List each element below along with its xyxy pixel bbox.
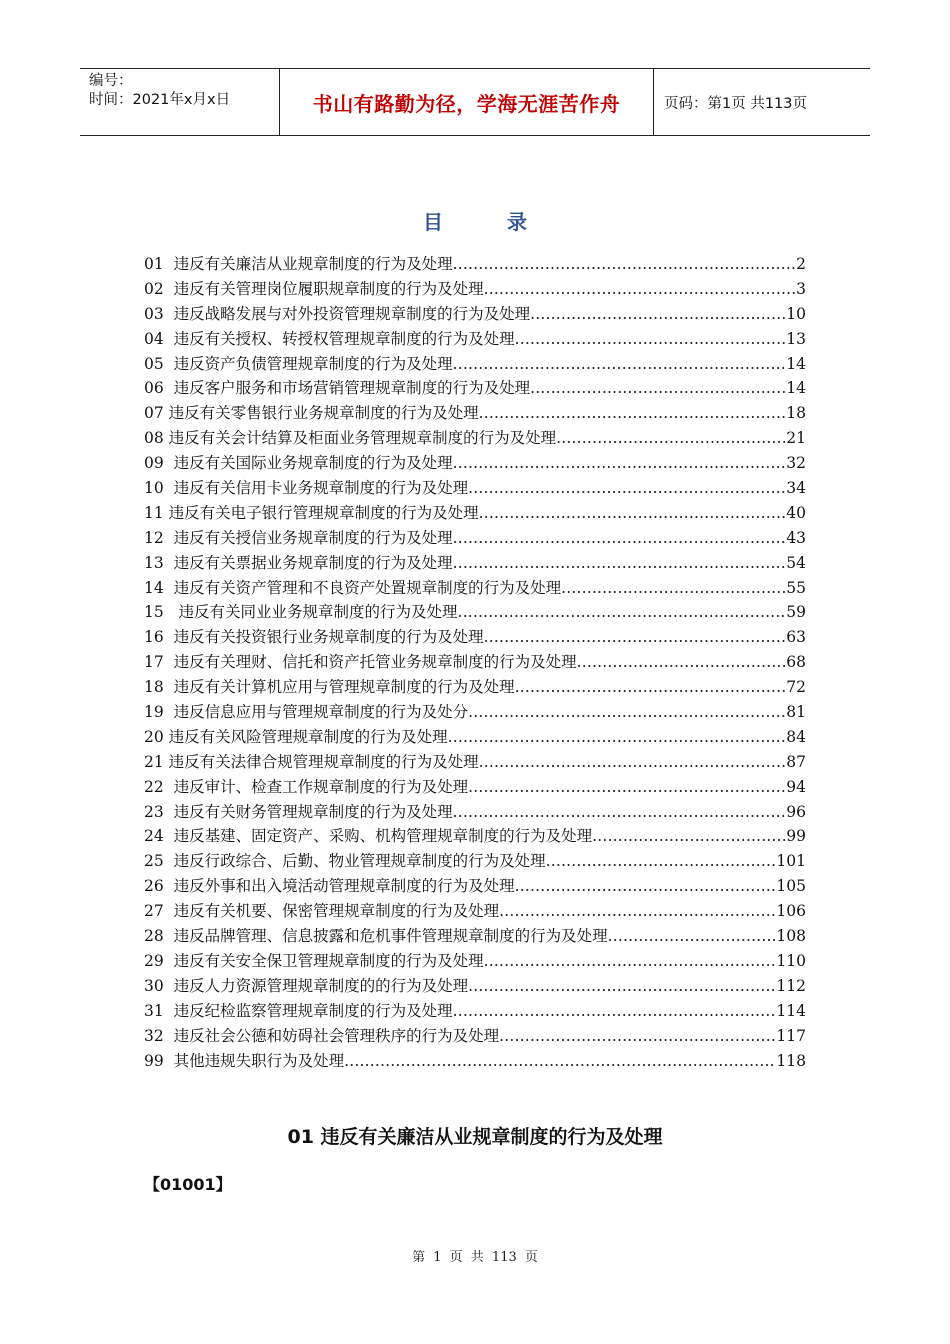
toc-dot-leader xyxy=(479,753,786,771)
toc-entry[interactable] xyxy=(144,476,806,501)
toc-dot-leader xyxy=(453,255,796,273)
toc-entry[interactable] xyxy=(144,551,806,576)
toc-entry[interactable] xyxy=(144,252,806,277)
toc-entry-page: 105 xyxy=(776,877,806,896)
toc-entry-page: 2 xyxy=(796,255,806,273)
page-footer: 第 1 页 共 113 页 xyxy=(412,1250,538,1265)
toc-entry-number: 02 xyxy=(144,279,174,298)
toc-entry-page: 32 xyxy=(786,454,806,473)
toc-entry-number: 21 xyxy=(144,752,169,771)
toc-entry-number: 30 xyxy=(144,976,174,995)
toc-entry-page: 101 xyxy=(776,852,806,871)
header-motto: 书山有路勤为径，学海无涯苦作舟 xyxy=(280,69,654,135)
toc-dot-leader xyxy=(453,554,786,572)
toc-title-char: 目 xyxy=(423,210,443,234)
toc-entry[interactable] xyxy=(144,302,806,327)
toc-entry-number: 28 xyxy=(144,927,174,946)
toc-entry-page: 81 xyxy=(786,703,806,722)
toc-entry-number: 07 xyxy=(144,404,169,423)
toc-entry-page: 59 xyxy=(786,603,806,622)
toc-dot-leader xyxy=(515,877,776,895)
toc-dot-leader xyxy=(453,454,786,472)
toc-entry-page: 118 xyxy=(776,1051,806,1070)
toc-entry-title: 违反有关机要、保密管理规章制度的行为及处理 xyxy=(173,902,500,921)
toc-entry[interactable] xyxy=(144,650,806,675)
toc-entry-title: 违反有关票据业务规章制度的行为及处理 xyxy=(173,553,453,572)
toc-entry-number: 04 xyxy=(144,329,174,348)
toc-entry-number: 27 xyxy=(144,902,174,921)
toc-entry-title: 违反有关安全保卫管理规章制度的行为及处理 xyxy=(173,951,484,970)
toc-entry-title: 违反有关授权、转授权管理规章制度的行为及处理 xyxy=(173,329,515,348)
toc-entry-page: 99 xyxy=(786,827,806,846)
toc-entry-page: 68 xyxy=(786,653,806,672)
toc-dot-leader xyxy=(468,703,785,721)
toc-entry-page: 87 xyxy=(786,752,806,771)
toc-entry-page: 34 xyxy=(786,479,806,498)
toc-dot-leader xyxy=(608,927,776,945)
toc-entry-page: 106 xyxy=(776,902,806,921)
toc-entry-title: 违反人力资源管理规章制度的的行为及处理 xyxy=(173,976,469,995)
section-heading: 01 违反有关廉洁从业规章制度的行为及处理 xyxy=(287,1126,663,1148)
toc-entry[interactable] xyxy=(144,501,806,526)
toc-entry[interactable] xyxy=(144,800,806,825)
toc-entry-number: 29 xyxy=(144,951,174,970)
toc-entry-page: 18 xyxy=(786,404,806,423)
toc-entry-page: 3 xyxy=(796,279,806,298)
toc-entry-number: 06 xyxy=(144,379,174,398)
toc-entry-number: 20 xyxy=(144,727,169,746)
toc-entry-number: 16 xyxy=(144,628,174,647)
toc-entry-title: 违反有关法律合规管理规章制度的行为及处理 xyxy=(168,752,479,771)
toc-entry-title: 违反审计、检查工作规章制度的行为及处理 xyxy=(173,777,469,796)
toc-entry-number: 10 xyxy=(144,479,174,498)
toc-entry-page: 63 xyxy=(786,628,806,647)
toc-entry[interactable] xyxy=(144,874,806,899)
toc-entry-page: 94 xyxy=(786,777,806,796)
toc-entry-page: 112 xyxy=(776,976,806,995)
toc-entry[interactable] xyxy=(144,750,806,775)
toc-title xyxy=(0,206,950,235)
page-header xyxy=(80,68,870,136)
toc-entry-page: 55 xyxy=(786,578,806,597)
toc-entry-page: 43 xyxy=(786,528,806,547)
toc-entry[interactable] xyxy=(144,451,806,476)
toc-entry-number: 24 xyxy=(144,827,174,846)
toc-entry[interactable] xyxy=(144,1024,806,1049)
toc-entry-title: 其他违规失职行为及处理 xyxy=(173,1051,345,1070)
toc-entry[interactable] xyxy=(144,899,806,924)
toc-dot-leader xyxy=(546,852,776,870)
clause-reference: 【01001】 xyxy=(144,1175,232,1194)
toc-entry[interactable] xyxy=(144,277,806,302)
toc-entry-title: 违反有关廉洁从业规章制度的行为及处理 xyxy=(173,255,453,273)
toc-entry-page: 72 xyxy=(786,678,806,697)
toc-entry-title: 违反战略发展与对外投资管理规章制度的行为及处理 xyxy=(173,304,531,323)
toc-dot-leader xyxy=(499,902,775,920)
toc-entry-title: 违反行政综合、后勤、物业管理规章制度的行为及处理 xyxy=(173,852,546,871)
toc-entry[interactable] xyxy=(144,426,806,451)
toc-entry[interactable] xyxy=(144,401,806,426)
toc-dot-leader xyxy=(556,429,785,447)
toc-entry-title: 违反有关计算机应用与管理规章制度的行为及处理 xyxy=(173,678,515,697)
toc-entry-page: 14 xyxy=(786,379,806,398)
toc-entry-page: 114 xyxy=(776,1001,806,1020)
toc-dot-leader xyxy=(499,1027,775,1045)
toc-dot-leader xyxy=(453,803,786,821)
toc-dot-leader xyxy=(468,479,785,497)
toc-dot-leader xyxy=(561,579,785,597)
toc-entry-number: 23 xyxy=(144,802,174,821)
toc-entry[interactable] xyxy=(144,376,806,401)
toc-entry-number: 19 xyxy=(144,703,174,722)
toc-entry-number: 26 xyxy=(144,877,174,896)
toc-entry[interactable] xyxy=(144,352,806,377)
toc-entry-page: 13 xyxy=(786,329,806,348)
toc-entry-title: 违反基建、固定资产、采购、机构管理规章制度的行为及处理 xyxy=(173,827,593,846)
toc-entry-number: 31 xyxy=(144,1001,174,1020)
toc-entry-number: 25 xyxy=(144,852,174,871)
toc-entry[interactable] xyxy=(144,625,806,650)
toc-title-char: 录 xyxy=(507,210,527,234)
toc-entry-page: 84 xyxy=(786,727,806,746)
toc-entry-number: 14 xyxy=(144,578,174,597)
toc-entry-number: 99 xyxy=(144,1051,174,1070)
toc-entry[interactable] xyxy=(144,824,806,849)
toc-entry[interactable] xyxy=(144,700,806,725)
toc-entry-title: 违反社会公德和妨碍社会管理秩序的行为及处理 xyxy=(173,1026,500,1045)
toc-entry[interactable] xyxy=(144,999,806,1024)
toc-dot-leader xyxy=(448,728,786,746)
document-date: 时间：2021年x月x日 xyxy=(89,92,231,108)
toc-dot-leader xyxy=(484,628,786,646)
toc-entry-number: 13 xyxy=(144,553,174,572)
toc-entry-title: 违反有关电子银行管理规章制度的行为及处理 xyxy=(168,503,479,522)
toc-entry[interactable] xyxy=(144,600,806,625)
toc-dot-leader xyxy=(530,305,785,323)
toc-entry-title: 违反有关资产管理和不良资产处置规章制度的行为及处理 xyxy=(173,578,562,597)
toc-entry-title: 违反有关风险管理规章制度的行为及处理 xyxy=(168,727,448,746)
toc-entry-number: 03 xyxy=(144,304,174,323)
toc-entry[interactable] xyxy=(144,1049,806,1074)
toc-entry-title: 违反有关管理岗位履职规章制度的行为及处理 xyxy=(173,279,484,298)
toc-entry-page: 108 xyxy=(776,927,806,946)
toc-entry[interactable] xyxy=(144,949,806,974)
toc-dot-leader xyxy=(515,678,786,696)
toc-entry[interactable] xyxy=(144,849,806,874)
toc-entry-number: 18 xyxy=(144,678,174,697)
toc-dot-leader xyxy=(479,404,786,422)
toc-dot-leader xyxy=(484,280,796,298)
toc-entry-number: 12 xyxy=(144,528,174,547)
toc-entry[interactable] xyxy=(144,725,806,750)
toc-dot-leader xyxy=(453,529,786,547)
toc-dot-leader xyxy=(479,504,786,522)
toc-entry-title: 违反资产负债管理规章制度的行为及处理 xyxy=(173,354,453,373)
toc-entry[interactable] xyxy=(144,526,806,551)
toc-entry-title: 违反有关会计结算及柜面业务管理规章制度的行为及处理 xyxy=(168,429,557,448)
document-number-label: 编号： xyxy=(89,73,133,89)
toc-entry-number: 09 xyxy=(144,454,174,473)
toc-dot-leader xyxy=(344,1052,775,1070)
toc-entry-title: 违反客户服务和市场营销管理规章制度的行为及处理 xyxy=(173,379,531,398)
toc-entry-title: 违反品牌管理、信息披露和危机事件管理规章制度的行为及处理 xyxy=(173,927,608,946)
toc-entry-page: 117 xyxy=(776,1026,806,1045)
toc-dot-leader xyxy=(577,653,786,671)
toc-entry-title: 违反有关零售银行业务规章制度的行为及处理 xyxy=(168,404,479,423)
toc-entry-number: 32 xyxy=(144,1026,174,1045)
toc-entry-page: 110 xyxy=(776,951,806,970)
toc-dot-leader xyxy=(592,827,785,845)
toc-dot-leader xyxy=(484,952,776,970)
toc-entry[interactable] xyxy=(144,576,806,601)
toc-entry-page: 54 xyxy=(786,553,806,572)
toc-entry-title: 违反有关国际业务规章制度的行为及处理 xyxy=(173,454,453,473)
toc-entry-title: 违反有关信用卡业务规章制度的行为及处理 xyxy=(173,479,469,498)
toc-entry[interactable] xyxy=(144,675,806,700)
toc-entry-title: 违反有关财务管理规章制度的行为及处理 xyxy=(173,802,453,821)
toc-entry-title: 违反有关理财、信托和资产托管业务规章制度的行为及处理 xyxy=(173,653,577,672)
toc-entry-title: 违反有关授信业务规章制度的行为及处理 xyxy=(173,528,453,547)
toc-entry[interactable] xyxy=(144,924,806,949)
toc-entry-page: 40 xyxy=(786,503,806,522)
toc-entry[interactable] xyxy=(144,974,806,999)
toc-entry-number: 22 xyxy=(144,777,174,796)
toc-entry-title: 违反纪检监察管理规章制度的行为及处理 xyxy=(173,1001,453,1020)
toc-dot-leader xyxy=(458,603,786,621)
header-meta xyxy=(80,69,280,135)
toc-dot-leader xyxy=(515,330,786,348)
toc-entry-number: 15 xyxy=(144,603,179,622)
toc-dot-leader xyxy=(453,1002,776,1020)
toc-entry-number: 08 xyxy=(144,429,169,448)
toc-entry-title: 违反信息应用与管理规章制度的行为及处分 xyxy=(173,703,469,722)
toc-entry-number: 17 xyxy=(144,653,174,672)
toc-entry-page: 96 xyxy=(786,802,806,821)
toc-entry-title: 违反有关投资银行业务规章制度的行为及处理 xyxy=(173,628,484,647)
toc-entry-number: 01 xyxy=(144,255,174,273)
toc-entry-title: 违反有关同业业务规章制度的行为及处理 xyxy=(178,603,458,622)
toc-entry-title: 违反外事和出入境活动管理规章制度的行为及处理 xyxy=(173,877,515,896)
toc-entry-page: 10 xyxy=(786,304,806,323)
toc-entry[interactable] xyxy=(144,775,806,800)
table-of-contents xyxy=(144,252,806,1073)
toc-dot-leader xyxy=(530,379,785,397)
toc-entry-page: 21 xyxy=(786,429,806,448)
toc-dot-leader xyxy=(468,977,775,995)
toc-dot-leader xyxy=(453,355,786,373)
toc-entry[interactable] xyxy=(144,327,806,352)
toc-entry-number: 05 xyxy=(144,354,174,373)
toc-entry-number: 11 xyxy=(144,503,169,522)
toc-dot-leader xyxy=(468,778,785,796)
toc-entry-page: 14 xyxy=(786,354,806,373)
header-page-info: 页码：第1页 共113页 xyxy=(664,95,808,112)
